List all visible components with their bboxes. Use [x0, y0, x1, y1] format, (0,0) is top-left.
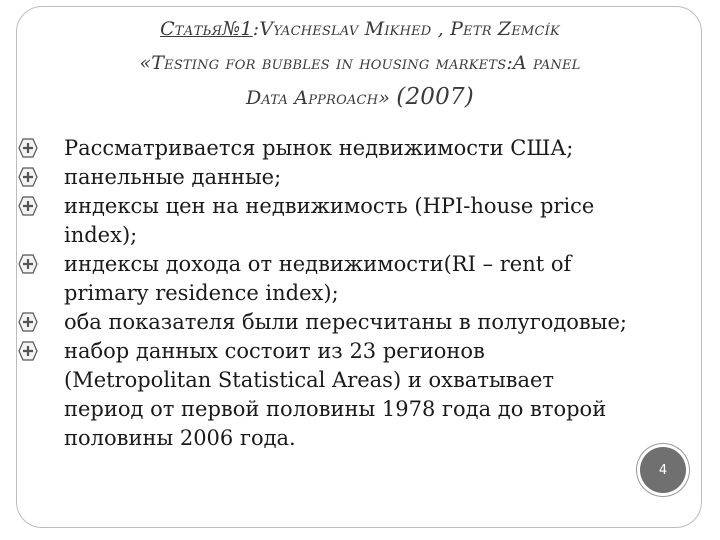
bullet-text: панельные данные;	[64, 165, 282, 189]
slide-title	[40, 12, 680, 115]
bullet-text: индексы цен на недвижимость (HPI-house price index);	[64, 194, 595, 247]
title-article-label: Статья№1	[160, 18, 253, 40]
bullet-item	[18, 134, 638, 163]
page-number-badge: 4	[640, 447, 686, 493]
plus-hexagon-icon	[18, 312, 38, 332]
bullet-item	[18, 337, 638, 453]
bullet-item	[18, 308, 638, 337]
plus-hexagon-icon	[18, 196, 38, 216]
bullet-item	[18, 192, 638, 250]
title-line-3-text: Data Approach»	[246, 87, 397, 109]
plus-hexagon-icon	[18, 138, 38, 158]
plus-hexagon-icon	[18, 254, 38, 274]
plus-hexagon-icon	[18, 167, 38, 187]
bullet-item	[18, 250, 638, 308]
bullet-text: индексы дохода от недвижимости(RI – rent of primary residence index);	[64, 252, 572, 305]
bullet-text: Рассматривается рынок недвижимости США;	[64, 136, 574, 160]
title-line-3	[40, 80, 680, 115]
title-year: (2007)	[396, 84, 474, 110]
title-authors: :Vyacheslav Mikhed , Petr Zemcík	[252, 18, 560, 40]
plus-hexagon-icon	[18, 341, 38, 361]
bullet-list	[18, 134, 638, 453]
bullet-text: оба показателя были пересчитаны в полугодовые;	[64, 310, 627, 334]
bullet-item	[18, 163, 638, 192]
title-line-2: «Testing for bubbles in housing markets:A panel	[139, 52, 581, 74]
bullet-text: набор данных состоит из 23 регионов (Metropolitan Statistical Areas) и охватывает период от первой половины 1978 года до второй половины 2006 года.	[64, 339, 607, 450]
title-line-1	[40, 12, 680, 46]
